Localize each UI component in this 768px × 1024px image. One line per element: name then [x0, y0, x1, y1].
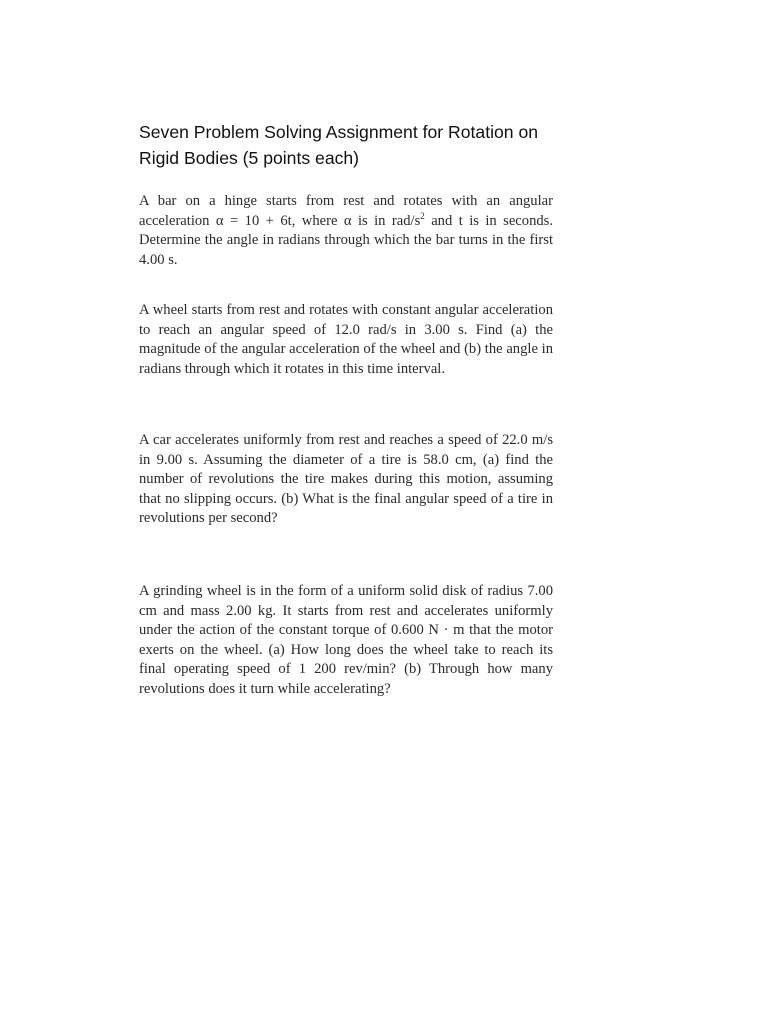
problem-1-superscript: 2 [420, 210, 425, 221]
problem-2: A wheel starts from rest and rotates with constant angular acceleration to reach an angular speed of 12.0 rad/s in 3.00 s. Find (a) the magnitude of the angular acceleration of the wheel and (b) the angle in radians through which it rotates in this time interval. [139, 302, 553, 377]
problem-1 [139, 192, 553, 270]
problem-3: A car accelerates uniformly from rest and reaches a speed of 22.0 m/s in 9.00 s. Assuming the diameter of a tire is 58.0 cm, (a) find the number of revolutions the tire makes during this motion, assuming that no slipping occurs. (b) What is the final angular speed of a tire in revolutions per second? [139, 432, 553, 527]
problem-1-text-continued: and t is in seconds. Determine the angle in radians through which the bar turns in the first 4.00 s. [139, 212, 553, 268]
problem-4: A grinding wheel is in the form of a uniform solid disk of radius 7.00 cm and mass 2.00 kg. It starts from rest and accelerates uniformly under the action of the constant torque of 0.600 N · m that the motor exerts on the wheel. (a) How long does the wheel take to reach its final operating speed of 1 200 rev/min? (b) Through how many revolutions does it turn while accelerating? [139, 583, 553, 697]
problem-1-text: A bar on a hinge starts from rest and rotates with an angular acceleration α = 10 + 6t, where α is in rad/s [139, 193, 553, 229]
document-title: Seven Problem Solving Assignment for Rotation on Rigid Bodies (5 points each) [139, 122, 539, 168]
